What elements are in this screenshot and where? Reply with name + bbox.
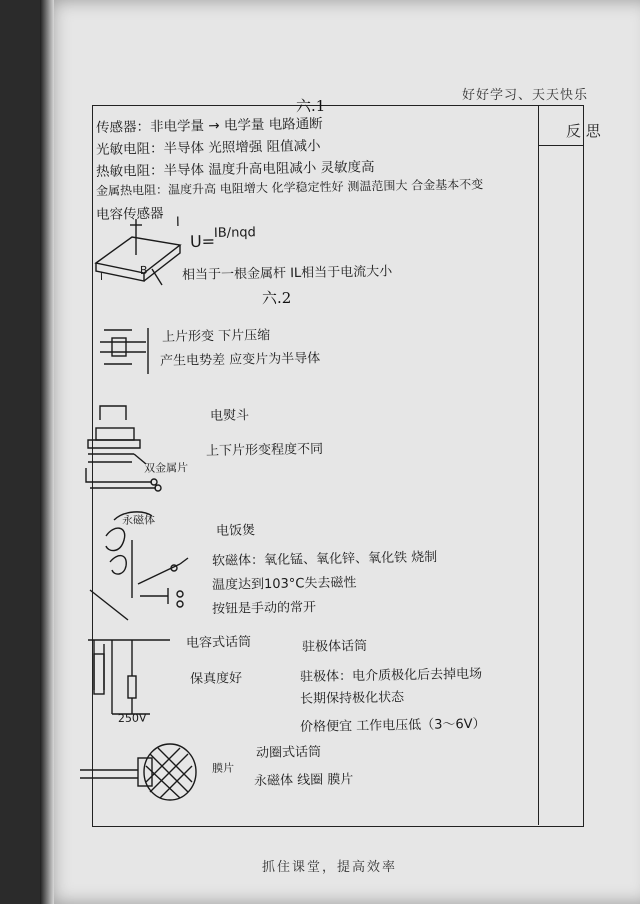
hall-label-l: l (99, 269, 104, 283)
page-binding-shadow (40, 0, 54, 904)
dynamic-mic-membrane-label: 膜片 (211, 761, 235, 775)
hall-formula-lhs: U= (189, 231, 216, 251)
hall-label-b: B (139, 263, 148, 277)
reflection-label: 反 思 (566, 122, 601, 140)
electric-iron-sketch (82, 402, 192, 502)
rice-cooker-magnet-label: 永磁体 (121, 513, 156, 527)
strain-gauge-sketch (92, 318, 162, 378)
capacitive-mic-voltage: 250V (117, 711, 147, 725)
electret-mic-label: 驻极体话筒 (301, 638, 368, 655)
force-sensor-line1: 上片形变 下片压缩 (161, 328, 271, 345)
capacitive-mic-label: 电容式话筒 (185, 634, 252, 651)
hall-label-i: I (175, 214, 180, 230)
rice-cooker-line2: 温度达到103°C失去磁性 (211, 575, 357, 593)
header-motto: 好好学习、天天快乐 (461, 88, 588, 103)
section-title-6-2: 六.2 (262, 289, 292, 307)
note-line-thermistor: 热敏电阻：半导体 温度升高电阻减小 灵敏度高 (95, 159, 375, 180)
dynamic-mic-parts: 永磁体 线圈 膜片 (253, 772, 354, 789)
note-line-capacitive-sensor: 电容传感器 (95, 205, 164, 223)
note-line-metal-thermal: 金属热电阻：温度升高 电阻增大 化学稳定性好 测温范围大 合金基本不变 (95, 177, 484, 198)
iron-strip-label: 双金属片 (143, 461, 189, 475)
dynamic-microphone-sketch (80, 740, 210, 810)
section-title-6-1: 六.1 (296, 97, 326, 115)
hall-formula-rhs: IB/nqd (213, 225, 257, 241)
electret-mic-line3: 价格便宜 工作电压低（3～6V） (299, 716, 486, 735)
force-sensor-line2: 产生电势差 应变片为半导体 (159, 351, 321, 369)
footer-slogan: 抓住课堂，提高效率 (262, 860, 398, 875)
electret-mic-line2: 长期保持极化状态 (299, 690, 405, 707)
iron-label: 电熨斗 (209, 408, 250, 424)
iron-note: 上下片形变程度不同 (205, 441, 324, 459)
rice-cooker-line1: 软磁体：氧化锰、氧化锌、氧化铁 烧制 (211, 550, 438, 569)
hall-note: 相当于一根金属杆 IL相当于电流大小 (181, 264, 393, 283)
note-line-photoresistor: 光敏电阻：半导体 光照增强 阻值减小 (95, 138, 321, 158)
rice-cooker-label: 电饭煲 (215, 523, 256, 539)
note-line-sensor-def: 传感器：非电学量 → 电学量 电路通断 (95, 116, 323, 136)
reflection-column (538, 105, 583, 825)
electret-mic-line1: 驻极体：电介质极化后去掉电场 (299, 666, 483, 685)
dynamic-mic-label: 动圈式话筒 (255, 744, 322, 761)
rice-cooker-line3: 按钮是手动的常开 (211, 600, 317, 617)
capacitive-mic-note: 保真度好 (189, 671, 243, 687)
